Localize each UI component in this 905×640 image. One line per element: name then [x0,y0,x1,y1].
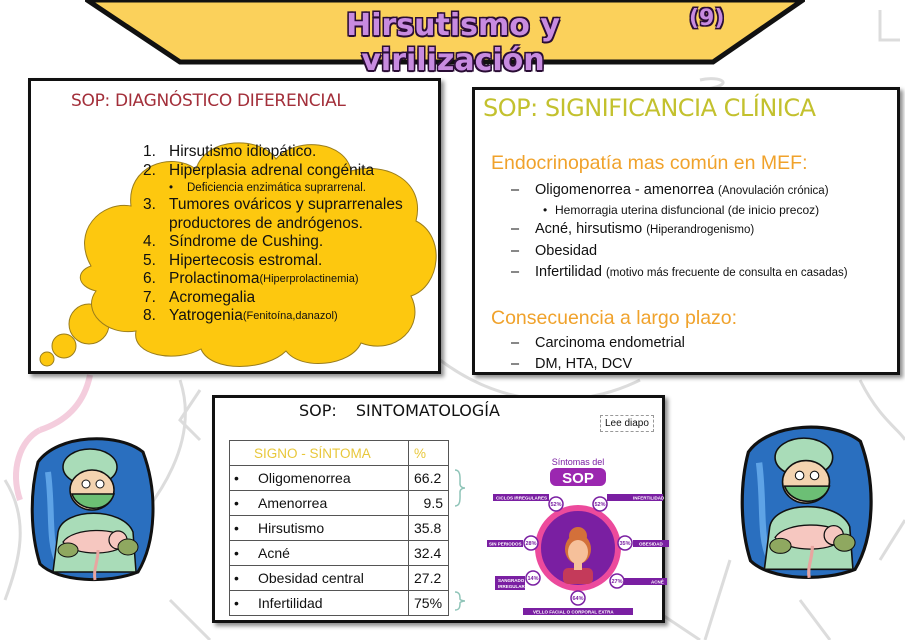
svg-text:INFERTILIDAD: INFERTILIDAD [633,495,665,501]
list-item: 8. Yatrogenia (Fenitoína,danazol) [143,307,338,324]
svg-text:CICLOS IRREGULARES: CICLOS IRREGULARES [496,495,548,501]
table-row: • Obesidad central 27.2 [230,566,449,591]
lee-diapo-note: Lee diapo [600,415,654,432]
list-item: – Carcinoma endometrial [511,333,901,354]
panel-title: SOP: DIAGNÓSTICO DIFERENCIAL [71,91,346,111]
clinical-significance-list [511,180,901,284]
column-header-pct: % [409,441,449,466]
list-item: – Acné, hirsutismo (Hiperandrogenismo) [511,219,901,241]
panel-diagnostico-diferencial [28,78,441,374]
panel-title: SOP: SIGNIFICANCIA CLÍNICA [483,94,816,122]
slide-title: Hirsutismo y virilización [346,8,560,78]
infographic-graphic [483,448,673,623]
list-item: – Obesidad [511,241,901,262]
sop-symptoms-infographic [483,448,673,623]
doctor-holding-baby-icon [736,420,876,580]
column-header-sign: SIGNO - SÍNTOMA [230,441,409,466]
list-item: 2. Hiperplasia adrenal congénita [143,161,375,179]
list-item: – DM, HTA, DCV [511,354,901,375]
list-item: 6. Prolactinoma (Hiperprolactinemia) [143,270,359,287]
table-row: • Oligomenorrea 66.2 [230,466,449,491]
list-item: – Infertilidad (motivo más frecuente de consulta en casadas) [511,262,901,284]
table-row: • Infertilidad 75% [230,591,449,616]
infographic-title: SOP [562,470,594,487]
panel-title: SOP: SINTOMATOLOGÍA [299,401,500,420]
svg-text:64%: 64% [572,596,584,602]
table-row: • Hirsutismo 35.8 [230,516,449,541]
list-item: 1. Hirsutismo idiopático. [143,143,317,160]
panel-significancia-clinica [472,87,900,375]
list-sub-item: • Deficiencia enzimática suprarrenal. [143,180,443,196]
long-term-consequences-list [511,333,901,375]
list-item: 5. Hipertecosis estromal. [143,251,323,269]
list-sub-item: • Hemorragia uterina disfuncional (de inicio precoz) [511,202,901,219]
symptoms-table [229,440,449,616]
svg-text:35%: 35% [619,541,631,547]
svg-text:SANGRADO: SANGRADO [498,578,525,583]
svg-text:ACNÉ: ACNÉ [651,579,664,585]
svg-text:52%: 52% [594,502,606,508]
list-item: 4. Síndrome de Cushing. [143,233,324,250]
doctor-holding-baby-icon [28,432,156,582]
table-row: • Acné 32.4 [230,541,449,566]
list-item: – Oligomenorrea - amenorrea (Anovulación crónica) [511,180,901,202]
svg-text:52%: 52% [550,502,562,508]
brace-icon [453,590,467,612]
list-item: 7. Acromegalia [143,288,256,306]
list-item: 3. Tumores ováricos y suprarrenales productores de andrógenos. [143,196,403,232]
svg-text:OBESIDAD: OBESIDAD [639,541,663,547]
brace-icon [453,468,467,508]
table-header-row [230,441,449,466]
slide-number: (9) [689,6,725,31]
table-row: • Amenorrea 9.5 [230,491,449,516]
svg-text:VELLO FACIAL O CORPORAL EXTRA: VELLO FACIAL O CORPORAL EXTRA [533,609,614,615]
infographic-subtitle: Síntomas del [551,457,605,467]
svg-text:28%: 28% [525,541,537,547]
differential-diagnosis-list [143,143,443,326]
svg-text:IRREGULAR: IRREGULAR [498,584,525,589]
svg-text:27%: 27% [611,579,623,585]
svg-text:SIN PERIODOS: SIN PERIODOS [489,541,522,547]
svg-text:14%: 14% [527,576,539,582]
panel-sintomatologia [212,395,665,623]
section-heading: Endocrinopatía mas común en MEF: [491,152,808,174]
title-banner [85,0,805,78]
section-heading: Consecuencia a largo plazo: [491,307,738,329]
